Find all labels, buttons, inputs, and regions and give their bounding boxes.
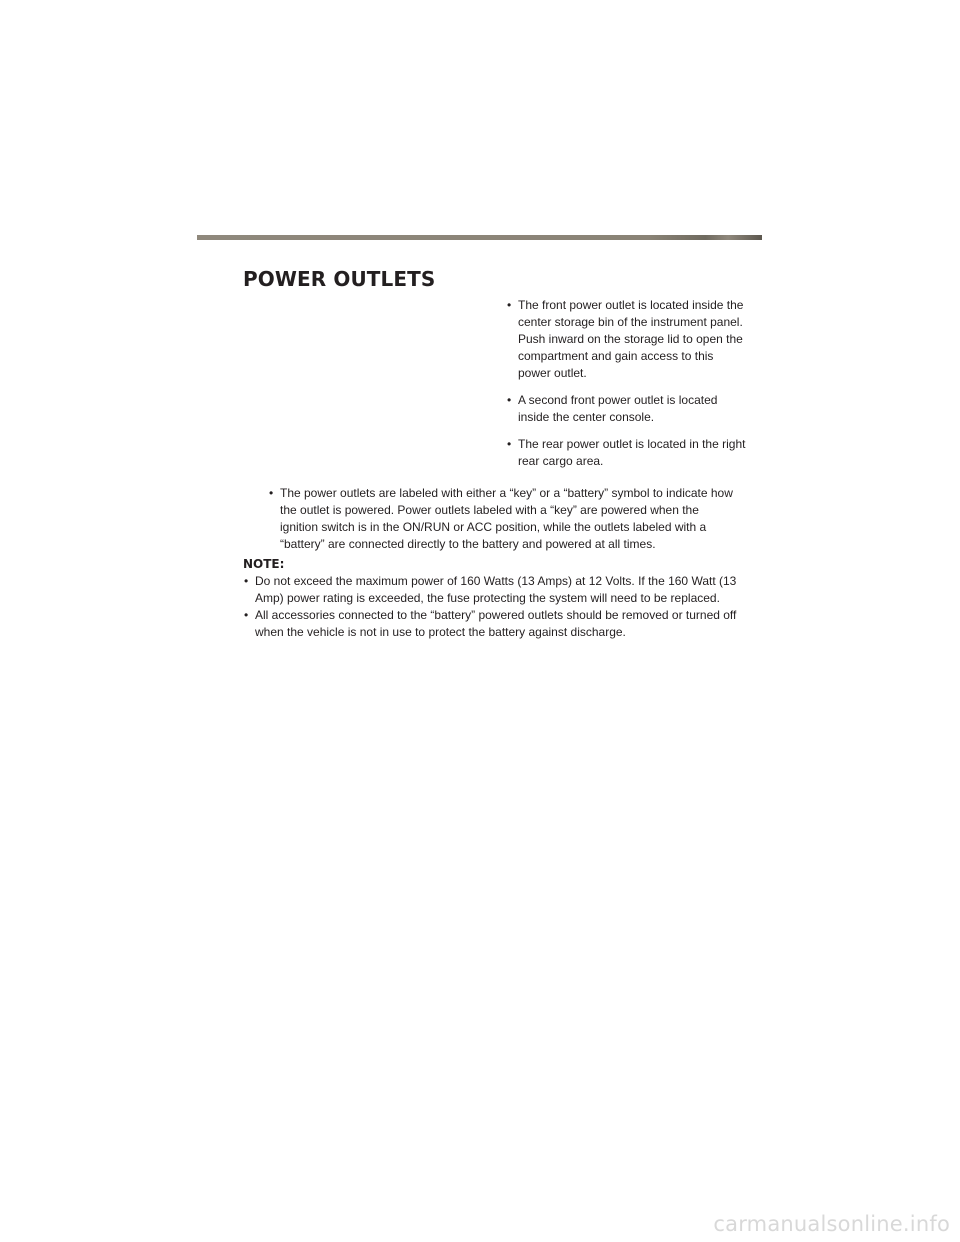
bullet-icon: •	[244, 574, 249, 588]
list-item-text: A second front power outlet is located inside the center console.	[518, 393, 718, 424]
labeling-info-text: The power outlets are labeled with either a “key” or a “battery” symbol to indicate how the outlet is powered. Power outlets labeled with a “key” are powered when the ignition switch is in the ON/RUN or ACC position, while the outlets labeled with a “battery” are connected directly to the battery and powered at all times.	[280, 486, 733, 551]
bullet-icon: •	[507, 298, 512, 312]
footer-watermark: carmanualsonline.info	[713, 1212, 950, 1236]
labeling-info-list	[258, 485, 738, 553]
list-item	[233, 573, 745, 607]
header-rule	[197, 235, 762, 240]
note-label: NOTE:	[243, 557, 285, 571]
bullet-icon: •	[269, 486, 274, 500]
note-list	[233, 573, 745, 641]
list-item-text: The front power outlet is located inside the center storage bin of the instrument panel. Push inward on the storage lid to open the compartment and gain access to this power outlet.	[518, 298, 744, 380]
section-title: POWER OUTLETS	[243, 267, 436, 291]
list-item	[496, 392, 746, 426]
outlet-location-list	[496, 297, 746, 470]
list-item	[496, 436, 746, 470]
bullet-icon: •	[507, 393, 512, 407]
note-item-text: Do not exceed the maximum power of 160 Watts (13 Amps) at 12 Volts. If the 160 Watt (13 Amp) power rating is exceeded, the fuse protecting the system will need to be replaced.	[255, 574, 737, 605]
note-item-text: All accessories connected to the “battery” powered outlets should be removed or turned off when the vehicle is not in use to protect the battery against discharge.	[255, 608, 737, 639]
list-item	[258, 485, 738, 553]
list-item	[233, 607, 745, 641]
list-item	[496, 297, 746, 382]
list-item-text: The rear power outlet is located in the right rear cargo area.	[518, 437, 746, 468]
bullet-icon: •	[507, 437, 512, 451]
bullet-icon: •	[244, 608, 249, 622]
